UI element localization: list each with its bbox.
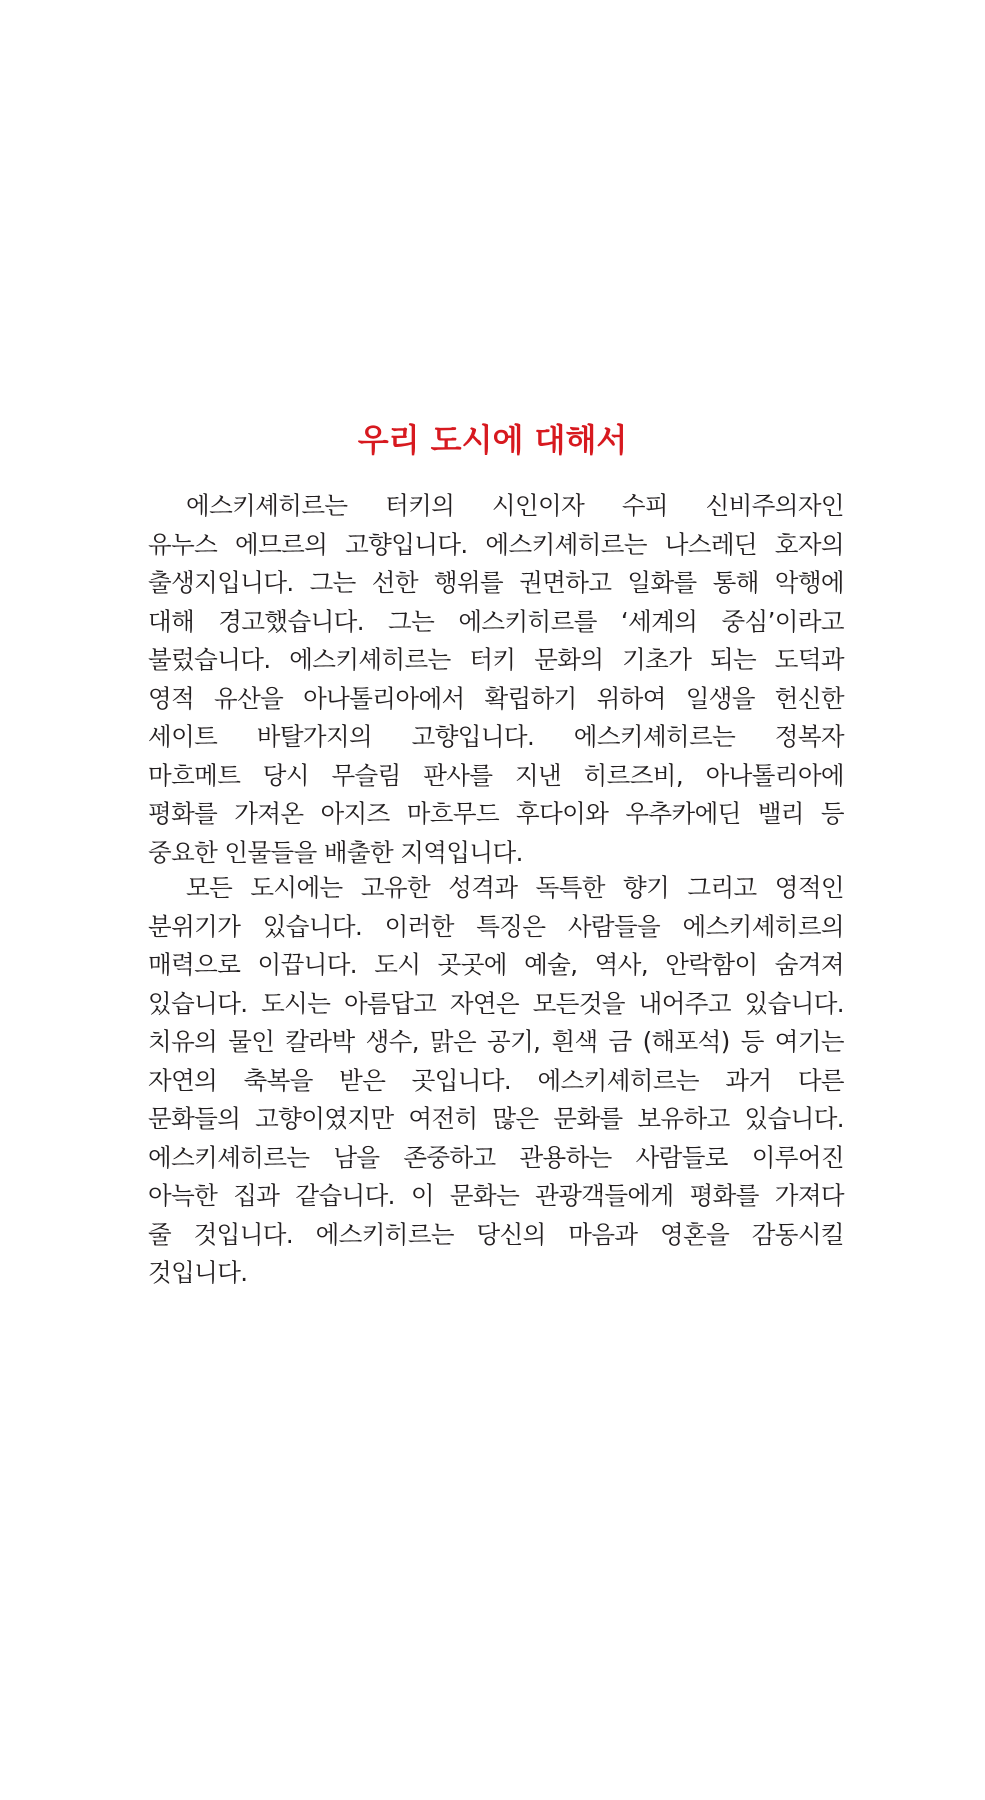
paragraph-line: 매력으로 이끕니다. 도시 곳곳에 예술, 역사, 안락함이 숨겨져	[148, 950, 844, 979]
paragraph-line: 유누스 에므르의 고향입니다. 에스키셰히르는 나스레딘 호자의	[148, 529, 844, 559]
paragraph-line: 에스키셰히르는 남을 존중하고 관용하는 사람들로 이루어진	[148, 1142, 844, 1172]
paragraph-line: 아늑한 집과 같습니다. 이 문화는 관광객들에게 평화를 가져다	[148, 1181, 844, 1210]
paragraph-line: 자연의 축복을 받은 곳입니다. 에스키셰히르는 과거 다른	[148, 1065, 844, 1095]
paragraph-line: 에스키셰히르는 터키의 시인이자 수피 신비주의자인	[186, 491, 844, 520]
paragraph-line: 출생지입니다. 그는 선한 행위를 권면하고 일화를 통해 악행에	[148, 568, 844, 597]
paragraph-line: 영적 유산을 아나톨리아에서 확립하기 위하여 일생을 헌신한	[148, 683, 844, 713]
paragraph-line: 세이트 바탈가지의 고향입니다. 에스키셰히르는 정복자	[148, 722, 844, 751]
paragraph-line: 분위기가 있습니다. 이러한 특징은 사람들을 에스키셰히르의	[148, 911, 844, 941]
paragraph-line: 모든 도시에는 고유한 성격과 독특한 향기 그리고 영적인	[186, 873, 844, 902]
paragraph-line: 대해 경고했습니다. 그는 에스키히르를 ‘세계의 중심’이라고	[148, 606, 844, 636]
paragraph-line: 마흐메트 당시 무슬림 판사를 지낸 히르즈비, 아나톨리아에	[148, 760, 844, 790]
paragraph-line: 것입니다.	[148, 1258, 248, 1287]
paragraph-line: 평화를 가져온 아지즈 마흐무드 후다이와 우추카에딘 밸리 등	[148, 799, 844, 828]
paragraph-line: 있습니다. 도시는 아름답고 자연은 모든것을 내어주고 있습니다.	[148, 988, 844, 1018]
paragraph-line: 줄 것입니다. 에스키히르는 당신의 마음과 영혼을 감동시킬	[148, 1219, 844, 1249]
paragraph-line: 중요한 인물들을 배출한 지역입니다.	[148, 837, 523, 867]
paragraph-culture	[148, 869, 844, 1293]
page-title: 우리 도시에 대해서	[357, 421, 628, 459]
paragraph-history	[148, 487, 844, 872]
paragraph-line: 문화들의 고향이였지만 여전히 많은 문화를 보유하고 있습니다.	[148, 1104, 844, 1133]
paragraph-line: 불렀습니다. 에스키셰히르는 터키 문화의 기초가 되는 도덕과	[148, 645, 844, 674]
paragraph-line: 치유의 물인 칼라박 생수, 맑은 공기, 흰색 금 (해포석) 등 여기는	[148, 1027, 844, 1056]
